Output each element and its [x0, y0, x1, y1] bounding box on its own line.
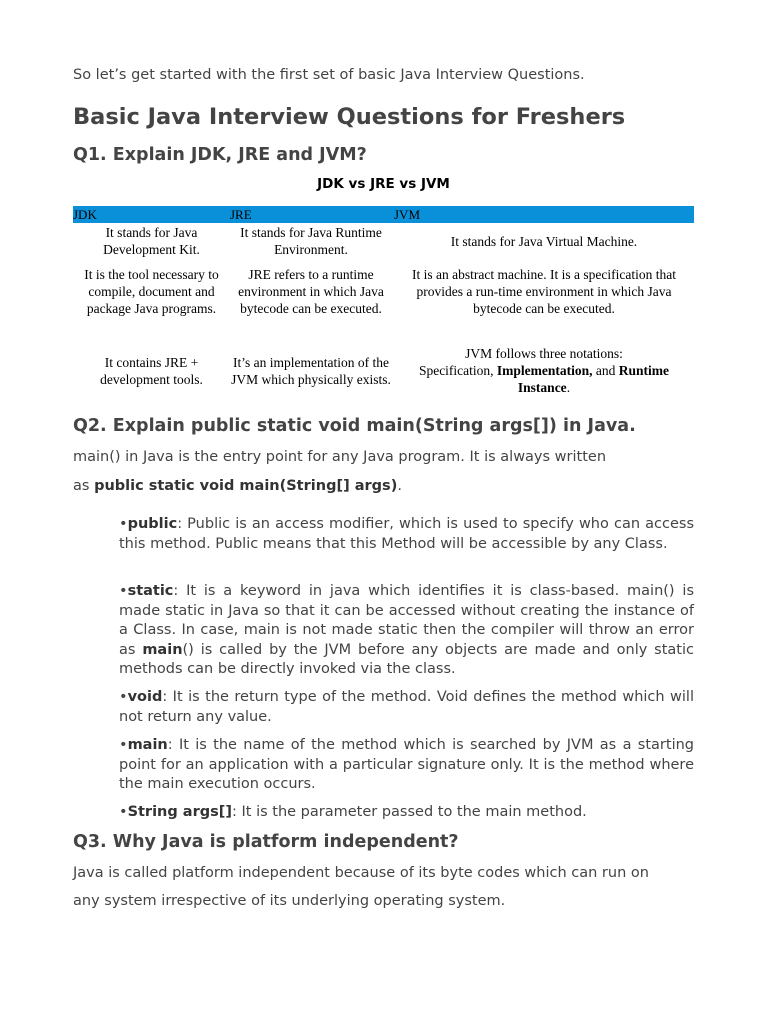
bullet-void: •void: It is the return type of the method. Void defines the method which will not return any value. — [119, 689, 694, 725]
q2-text-line2: as public static void main(String[] args). — [73, 478, 402, 494]
table-cell: It contains JRE + development tools. — [100, 354, 203, 387]
table-cell: It stands for Java Development Kit. — [103, 225, 200, 257]
main-signature: public static void main(String[] args) — [94, 478, 398, 494]
header-jdk: JDK — [73, 207, 97, 222]
table-cell: It’s an implementation of the JVM which physically exists. — [231, 354, 391, 387]
table-cell — [396, 345, 692, 396]
table-title: JDK vs JRE vs JVM — [317, 176, 450, 192]
bullet-static: •static: It is a keyword in java which identifies it is class-based. main() is made static in Java so that it can be accessed without creating the instance of a Class. In case, main is not made static then the compiler will throw an error as main() is called by the JVM before any objects are made and only static methods can be directly invoked via the class. — [119, 583, 694, 677]
table-cell: It stands for Java Virtual Machine. — [450, 233, 638, 249]
q3-text-line2: any system irrespective of its underlying operating system. — [73, 893, 506, 909]
intro-text: So let’s get started with the first set of basic Java Interview Questions. — [73, 67, 585, 83]
jvm-notations-end: Instance. — [517, 380, 571, 395]
header-jre: JRE — [230, 207, 252, 222]
q1-heading: Q1. Explain JDK, JRE and JVM? — [73, 145, 367, 165]
table-cell: It stands for Java Runtime Environment. — [240, 225, 382, 257]
jvm-notations-list: Specification, Implementation, and Runtime — [418, 363, 670, 378]
q3-text-line1: Java is called platform independent because of its byte codes which can run on — [73, 865, 649, 881]
bullet-string-args: •String args[]: It is the parameter passed to the main method. — [119, 804, 587, 820]
bullet-main: •main: It is the name of the method which is searched by JVM as a starting point for an application with a particular signature only. It is the method where the main execution occurs. — [119, 737, 694, 792]
q2-heading: Q2. Explain public static void main(String args[]) in Java. — [73, 416, 636, 436]
header-jvm: JVM — [394, 207, 421, 222]
table-cell: JRE refers to a runtime environment in which Java bytecode can be executed. — [238, 266, 384, 316]
table-header-row — [73, 206, 694, 223]
page-heading: Basic Java Interview Questions for Freshers — [73, 104, 626, 130]
bullet-public: •public: Public is an access modifier, which is used to specify who can access this method. Public means that this Method will be accessible by any Class. — [119, 516, 694, 552]
q3-heading: Q3. Why Java is platform independent? — [73, 832, 459, 852]
table-cell: It is the tool necessary to compile, document and package Java programs. — [84, 266, 219, 316]
q2-text-line1: main() in Java is the entry point for any Java program. It is always written — [73, 449, 607, 465]
jvm-notations-intro: JVM follows three notations: — [465, 346, 623, 361]
table-cell: It is an abstract machine. It is a specification that provides a run-time environment in which Java bytecode can be executed. — [412, 266, 676, 316]
